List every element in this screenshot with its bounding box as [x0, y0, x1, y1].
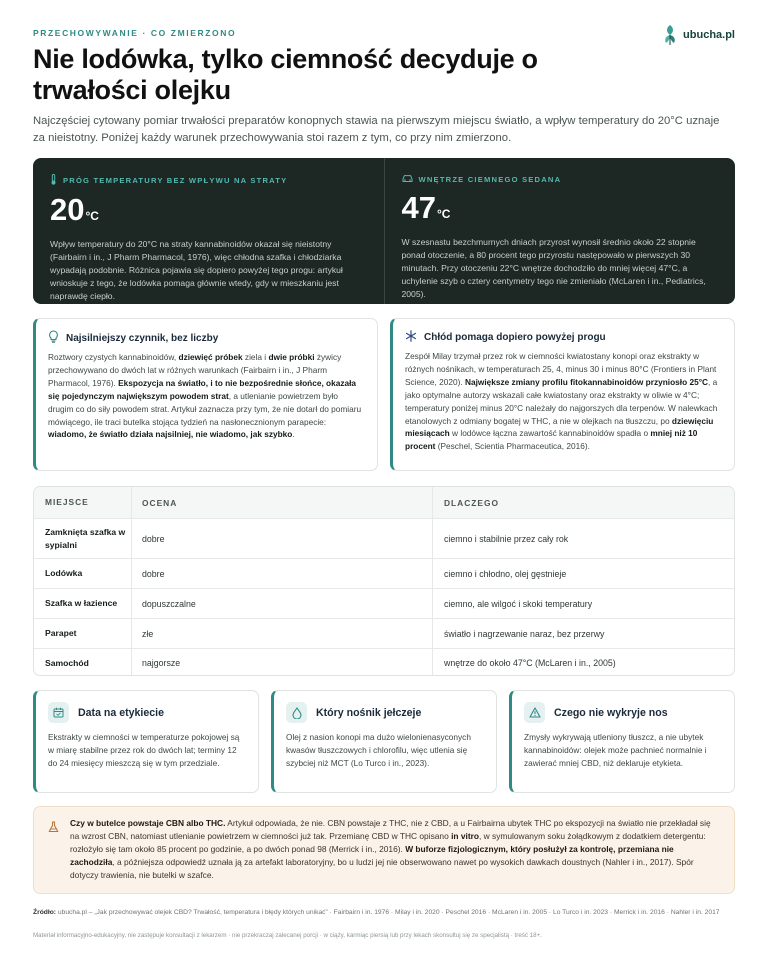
emphasis-text: mniej niż 10 procent [405, 428, 698, 452]
tip-title: Data na etykiecie [78, 706, 164, 719]
flask-icon [48, 821, 59, 837]
cell-rating: złe [131, 619, 432, 648]
stat-value: 20 [50, 192, 85, 227]
col-header: OCENA [131, 487, 432, 518]
eyebrow: PRZECHOWYWANIE · CO ZMIERZONO [33, 28, 237, 38]
cell-place: Lodówka [45, 568, 83, 578]
cell-reason: wnętrze do około 47°C (McLaren i in., 2005) [432, 649, 734, 676]
source-text: ubucha.pl – „Jak przechowywać olejek CBD? Trwałość, temperatura i błędy których unikać” · Fairbairn i in. 1976 · Milay i in. 2020 · Peschel 2016 · McLaren i in. 2005 · Lo Turco i in. 2023 · Merrick i in. 2016 · Nahler i in. 2017 [56, 909, 720, 916]
leaf-icon [662, 24, 678, 46]
table-row [34, 618, 734, 648]
stat-label: WNĘTRZE CIEMNEGO SEDANA [418, 175, 562, 184]
stat-label: PRÓG TEMPERATURY BEZ WPŁYWU NA STRATY [63, 176, 288, 185]
droplet-icon [286, 702, 307, 723]
stat-text: W szesnastu bezchmurnych dniach przyrost wynosił średnio około 22 stopnie ponad otoczenie, a 80 procent tego przyrostu następowało w pierwszych 30 minutach. Przy otoczeniu 22°C wnętrze dochodziło do mniej więcej 47°C, a uchylenie szyb o cztery centymetry tego nie zmieniało (McLaren i in., Pediatrics, 2005). [401, 237, 706, 299]
body-text: Zespół Milay trzymał przez rok w ciemności kwiatostany konopi oraz ekstrakty w różnych nośnikach, w temperaturach 25, 4, minus 30 i minus 80°C (Frontiers in Plant Science, 2020). [405, 351, 717, 387]
stat-car [384, 158, 736, 304]
emphasis-text: Ekspozycja na światło, i to nie bezpośrednie słońce, okazała się pojedynczym największym powodem strat [48, 377, 357, 401]
cell-reason: ciemno i stabilnie przez cały rok [432, 519, 734, 558]
cell-reason: światło i nagrzewanie naraz, bez przerwy [432, 619, 734, 648]
disclaimer: Materiał informacyjno-edukacyjny, nie zastępuje konsultacji z lekarzem · nie przekraczaj zalecanej porcji · w ciąży, karmiąc piersią lub przy lekach skonsultuj się ze specjalistą · treść 18+. [33, 932, 542, 939]
finding-title: Najsilniejszy czynnik, bez liczby [66, 332, 219, 344]
tip-card-smell [509, 690, 735, 793]
cell-rating: dobre [131, 519, 432, 558]
emphasis-text: wiadomo, że światło działa najsilniej, nie wiadomo, jak szybko [48, 429, 293, 440]
cell-rating: dopuszczalne [131, 589, 432, 618]
table-header [34, 487, 734, 518]
table-row [34, 518, 734, 558]
tip-title: Czego nie wykryje nos [554, 706, 668, 719]
cell-place: Zamknięta szafka w sypialni [45, 526, 126, 550]
tip-title: Który nośnik jełczeje [316, 706, 422, 719]
body-text: Artykuł odpowiada, że nie. CBN powstaje z THC, nie z CBD, a u Fairbairna ubytek THC po ekspozycji na światło nie przekładał się na wzrost CBN, natomiast utlenianie powietrzem w ciemności już tak. Przemianę CBD w THC opisano [70, 818, 711, 841]
stat-temperature [33, 158, 384, 304]
brand-name: ubucha.pl [683, 29, 735, 41]
body-text: . [292, 429, 295, 440]
snowflake-icon [405, 330, 417, 345]
stat-unit: °C [85, 209, 99, 223]
body-text: , a późniejsza odpowiedź uznała ją za artefakt laboratoryjny, bo u ludzi jej nie obserwowano nawet po wysokich dawkach doustnych (Nahler i in., 2017). Spór dotyczy trawienia, nie butelki w szafce. [70, 856, 694, 880]
stat-text: Wpływ temperatury do 20°C na straty kannabinoidów okazał się nieistotny (Fairbairn i in., J Pharm Pharmacol, 1976), więc chłodna szafka i chłodziarka wypadają podobnie. Różnica pojawia się dopiero powyżej tego progu: artykuł wnioskuje z tego, że lodówka pomaga głównie wtedy, gdy w mieszkaniu jest naprawdę ciepło. [50, 239, 343, 301]
emphasis-text: Czy w butelce powstaje CBN albo THC. [70, 818, 226, 828]
body-text: Roztwory czystych kannabinoidów, [48, 352, 179, 362]
cell-place: Samochód [45, 657, 89, 668]
emphasis-text: Największe zmiany profilu fitokannabinoidów przyniosło 25°C [464, 376, 709, 387]
source-label: Źródło: [33, 909, 57, 916]
tip-text: Olej z nasion konopi ma dużo wielonienasyconych kwasów tłuszczowych i chlorofilu, więc utlenia się szybciej niż MCT (Lo Turco i in., 2023). [286, 732, 471, 768]
warning-icon [524, 702, 545, 723]
lightbulb-icon [48, 330, 59, 346]
tip-card-label-date [33, 690, 259, 793]
emphasis-text: in vitro [451, 830, 479, 841]
note-text [70, 817, 720, 882]
emphasis-text: dziewięciu miesiącach [405, 415, 714, 439]
body-text: , a jako optymalne autorzy wskazali całe kwiatostany oraz ekstrakty w oliwie w 4°C; temperatury poniżej minus 20°C należały do najgorszych dla terpenów. W nalewkach etanolowych z odmiany bogatej w THC, a nie w olejkach na tłuszczu, po [405, 376, 718, 426]
calendar-icon [48, 702, 69, 723]
brand-logo[interactable] [662, 24, 735, 46]
col-header: DLACZEGO [432, 487, 734, 518]
cell-rating: najgorsze [131, 649, 432, 676]
sources [33, 907, 735, 918]
stats-panel [33, 158, 735, 304]
car-icon [402, 174, 413, 185]
finding-text [405, 350, 722, 453]
col-header: MIEJSCE [45, 497, 89, 507]
cell-reason: ciemno i chłodno, olej gęstnieje [432, 559, 734, 588]
emphasis-text: dziewięć próbek [178, 352, 243, 362]
stat-value: 47 [401, 190, 436, 225]
body-text: , w symulowanym soku żołądkowym z dodatkiem detergentu: rozłożyło się tam około 85 procent po godzinie, a po dwóch ponad 98 (Merrick i in., 2016). [70, 830, 706, 854]
page-title: Nie lodówka, tylko ciemność decyduje o trwałości olejku [33, 44, 538, 105]
storage-table [33, 486, 735, 676]
body-text: w lodówce łączna zawartość kannabinoidów spadła o [449, 428, 651, 439]
finding-card-light [33, 318, 378, 471]
thermometer-icon [50, 174, 57, 187]
cell-reason: ciemno, ale wilgoć i skoki temperatury [432, 589, 734, 618]
emphasis-text: dwie próbki [268, 352, 315, 362]
finding-card-cold [390, 318, 735, 471]
cell-place: Szafka w łazience [45, 598, 118, 608]
body-text: żywicy przechowywano do dwóch lat w różnych warunkach (Fairbairn i in., J Pharm Pharmacol, 1976). [48, 352, 342, 388]
cbn-note [33, 806, 735, 894]
emphasis-text: W buforze fizjologicznym, który posłużył za kontrolę, przemiana nie zachodziła [70, 843, 674, 867]
table-row [34, 648, 734, 676]
tip-text: Zmysły wykrywają utleniony tłuszcz, a nie ubytek kannabinoidów: olejek może pachnieć normalnie i zawierać mniej CBD, niż deklaruje etykieta. [524, 732, 707, 768]
tip-card-carrier [271, 690, 497, 793]
table-row [34, 588, 734, 618]
cell-place: Parapet [45, 628, 77, 638]
tip-text: Ekstrakty w ciemności w temperaturze pokojowej są w miarę stabilne przez rok do dwóch lat; terminy 12 do 24 miesięcy mieszczą się w tym przedziale. [48, 732, 240, 768]
body-text: , a utlenianie powietrzem było drugim co do siły powodem strat. Artykuł zaznacza przy tym, że nie dotarł do pomiaru mówiącego, ile traci butelka stojąca tydzień na nasłonecznionym parapecie: [48, 390, 362, 427]
cell-rating: dobre [131, 559, 432, 588]
body-text: (Peschel, Scientia Pharmaceutica, 2016). [435, 441, 590, 452]
finding-title: Chłód pomaga dopiero powyżej progu [424, 332, 606, 343]
finding-text [48, 351, 365, 441]
stat-unit: °C [436, 207, 451, 221]
lead-paragraph: Najczęściej cytowany pomiar trwałości preparatów konopnych stawia na pierwszym miejscu światło, a wpływ temperatury do 20°C uznaje za nieistotny. Poniżej każdy warunek przechowywania stoi razem z tym, co przy nim zmierzono. [33, 115, 720, 144]
table-row [34, 558, 734, 588]
body-text: ziela i [242, 352, 269, 362]
